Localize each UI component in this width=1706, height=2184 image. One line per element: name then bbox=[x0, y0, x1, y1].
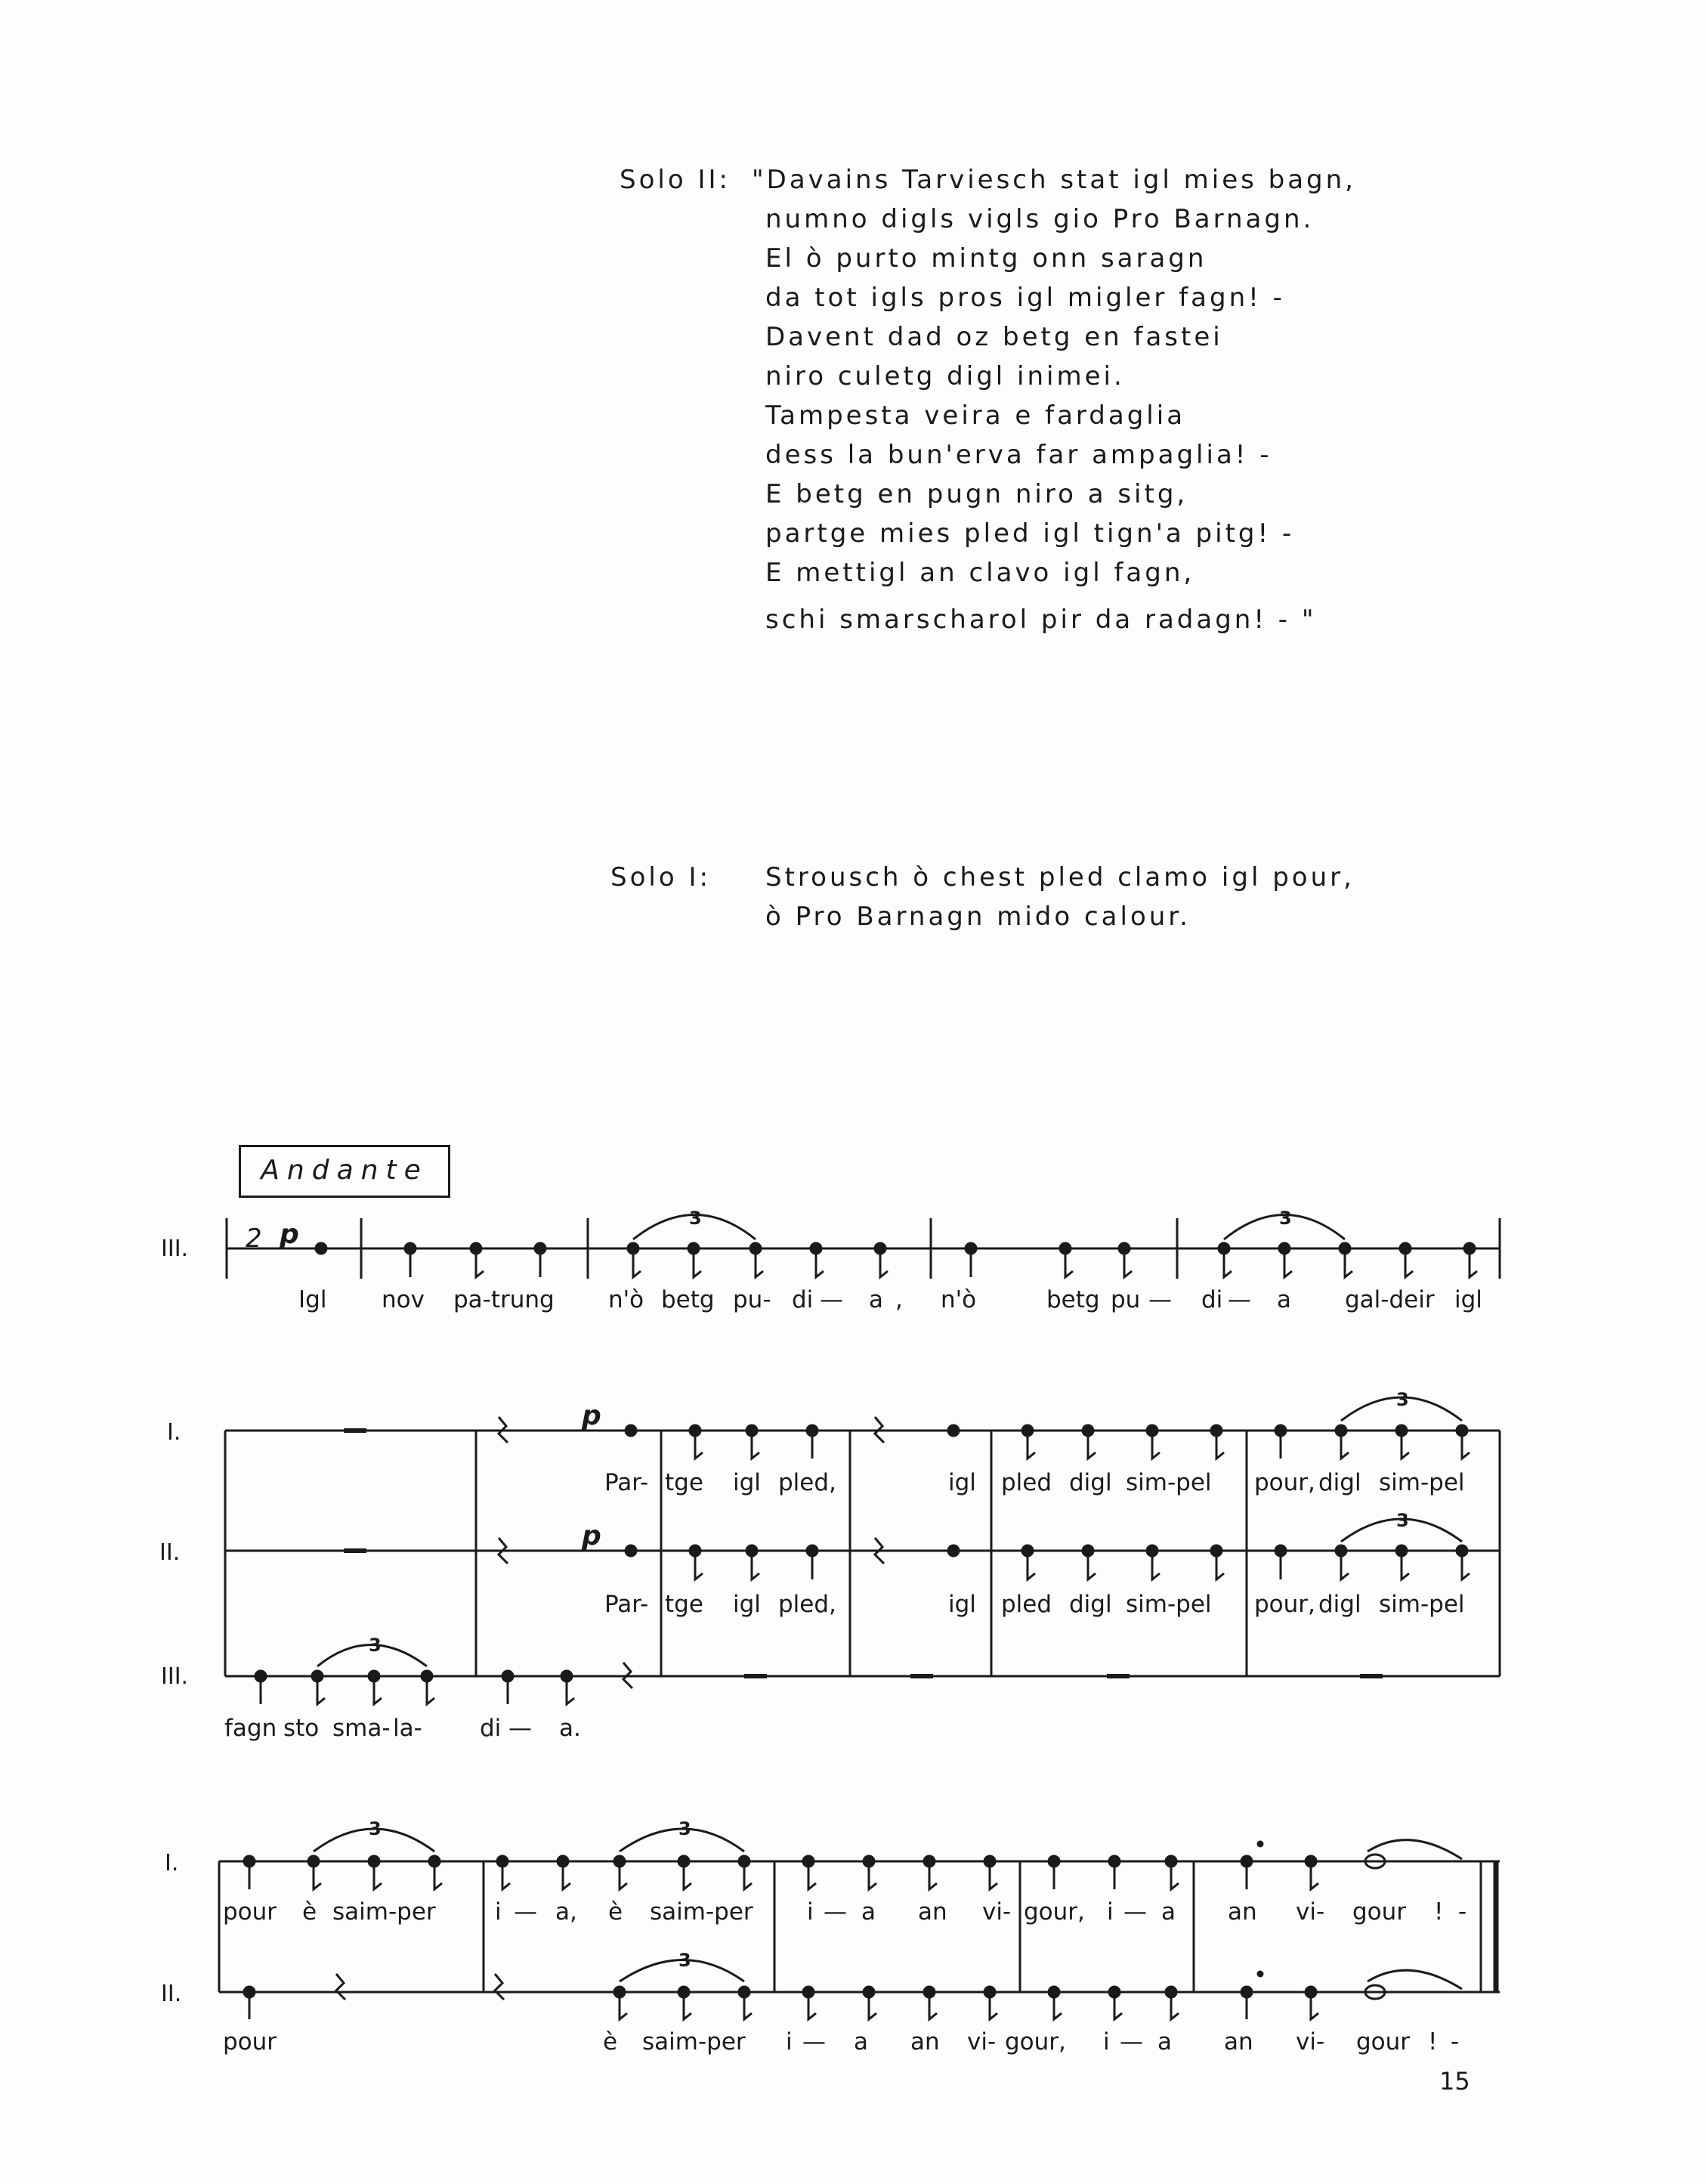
lyric-syllable: — bbox=[1123, 1898, 1147, 1926]
lyric-syllable: saim-per bbox=[650, 1898, 753, 1926]
lyric-syllable: sma- bbox=[332, 1715, 391, 1742]
lyric-syllable: è bbox=[603, 2028, 618, 2056]
lyric-syllable: pour, bbox=[1254, 1591, 1315, 1618]
lyric-syllable: - bbox=[1458, 1898, 1467, 1926]
verse-line: da tot igls pros igl migler fagn! - bbox=[765, 283, 1285, 313]
lyric-syllable: a bbox=[1277, 1286, 1291, 1313]
part-label: I. bbox=[165, 1850, 179, 1876]
lyric-syllable: Igl bbox=[298, 1286, 327, 1313]
lyric-syllable: pu bbox=[1111, 1286, 1141, 1313]
tuplet-number: 3 bbox=[1279, 1208, 1292, 1229]
lyric-syllable: gour, bbox=[1005, 2028, 1066, 2056]
lyric-syllable: gour, bbox=[1024, 1898, 1085, 1926]
lyric-syllable: ! bbox=[1434, 1898, 1444, 1926]
lyric-syllable: an bbox=[1224, 2028, 1253, 2056]
lyrics bbox=[223, 1286, 1482, 2056]
lyric-syllable: — bbox=[802, 2028, 826, 2056]
system-2 bbox=[225, 1397, 1500, 1688]
note bbox=[948, 1545, 959, 1556]
system-1-stems bbox=[410, 1248, 1477, 1277]
note bbox=[626, 1545, 636, 1556]
stem bbox=[410, 1248, 1477, 1277]
lyric-syllable: di bbox=[792, 1286, 814, 1313]
lyric-syllable: Par- bbox=[604, 1591, 649, 1618]
lyric-syllable: la- bbox=[393, 1715, 422, 1742]
tuplet-number: 3 bbox=[678, 1818, 691, 1839]
stem bbox=[261, 1676, 574, 1704]
lyric-syllable: — bbox=[508, 1715, 532, 1742]
stem bbox=[249, 1861, 1318, 1889]
lyric-syllable: tge bbox=[665, 1591, 703, 1618]
tuplet-number: 3 bbox=[1396, 1510, 1409, 1531]
lyric-syllable: nov bbox=[382, 1286, 425, 1313]
lyric-syllable: pled, bbox=[778, 1591, 836, 1618]
time-signature: 2 bbox=[246, 1223, 262, 1254]
lyric-syllable: di bbox=[480, 1715, 502, 1742]
stem bbox=[695, 1431, 1470, 1459]
verse-line: ò Pro Barnagn mido calour. bbox=[765, 902, 1191, 932]
tuplet-number: 3 bbox=[689, 1208, 702, 1229]
part-label: III. bbox=[161, 1663, 189, 1690]
lyric-syllable: Par- bbox=[604, 1469, 649, 1496]
lyric-syllable: gour bbox=[1356, 2028, 1411, 2056]
part-label: I. bbox=[167, 1419, 181, 1446]
lyric-syllable: digl bbox=[1318, 1591, 1361, 1618]
lyric-syllable: betg bbox=[1046, 1286, 1100, 1313]
lyric-syllable: pour bbox=[223, 1898, 277, 1926]
lyric-syllable: a bbox=[869, 1286, 883, 1313]
verse-line: E betg en pugn niro a sitg, bbox=[765, 479, 1188, 509]
lyric-syllable: — bbox=[824, 1898, 847, 1926]
lyric-syllable: sim-pel bbox=[1126, 1469, 1212, 1496]
lyric-syllable: an bbox=[918, 1898, 947, 1926]
solo-1-label: Solo I: bbox=[610, 862, 711, 892]
lyric-syllable: pled bbox=[1001, 1591, 1052, 1618]
lyric-syllable: pour bbox=[223, 2028, 277, 2056]
verse-line: dess la bun'erva far ampaglia! - bbox=[765, 440, 1272, 470]
lyric-syllable: - bbox=[1451, 2028, 1460, 2056]
tuplet-number: 3 bbox=[1396, 1389, 1409, 1410]
lyric-syllable: , bbox=[895, 1286, 903, 1313]
augmentation-dot bbox=[1258, 1842, 1263, 1846]
verse-line: Strousch ò chest pled clamo igl pour, bbox=[765, 862, 1355, 892]
lyric-syllable: vi- bbox=[1296, 1898, 1325, 1926]
tempo-marking: Andante bbox=[239, 1145, 450, 1198]
stem bbox=[249, 1992, 1318, 2019]
lyric-syllable: n'ò bbox=[608, 1286, 644, 1313]
part-label: III. bbox=[161, 1236, 189, 1262]
lyric-syllable: vi- bbox=[1296, 2028, 1325, 2056]
lyric-syllable: digl bbox=[1069, 1591, 1112, 1618]
lyric-syllable: igl bbox=[948, 1591, 976, 1618]
lyric-syllable: di bbox=[1201, 1286, 1223, 1313]
verse-line: partge mies pled igl tign'a pitg! - bbox=[765, 518, 1295, 549]
lyric-syllable: ! bbox=[1428, 2028, 1438, 2056]
part-label: II. bbox=[161, 1981, 182, 2007]
lyric-syllable: sim-pel bbox=[1126, 1591, 1212, 1618]
solo-2-label: Solo II: bbox=[620, 165, 731, 195]
lyric-syllable: sim-pel bbox=[1379, 1469, 1465, 1496]
lyric-syllable: digl bbox=[1318, 1469, 1361, 1496]
lyric-syllable: a. bbox=[559, 1715, 581, 1742]
lyric-syllable: i bbox=[1107, 1898, 1114, 1926]
lyric-syllable: sto bbox=[283, 1715, 320, 1742]
lyric-syllable: saim-per bbox=[332, 1898, 436, 1926]
lyric-syllable: a bbox=[1157, 2028, 1172, 2056]
lyric-syllable: saim-per bbox=[642, 2028, 746, 2056]
stem bbox=[695, 1551, 1470, 1579]
verse-line: schi smarscharol pir da radagn! - " bbox=[765, 605, 1317, 635]
system-2-notes bbox=[255, 1425, 1467, 1681]
lyric-syllable: vi- bbox=[967, 2028, 997, 2056]
lyric-syllable: pour, bbox=[1254, 1469, 1315, 1496]
lyric-syllable: igl bbox=[733, 1469, 761, 1496]
verse-line: E mettigl an clavo igl fagn, bbox=[765, 558, 1195, 588]
verse-line: Davent dad oz betg en fastei bbox=[765, 322, 1223, 352]
verse-line: niro culetg digl inimei. bbox=[765, 361, 1125, 391]
lyric-syllable: a, bbox=[555, 1898, 577, 1926]
lyric-syllable: i bbox=[495, 1898, 502, 1926]
lyric-syllable: i bbox=[807, 1898, 814, 1926]
lyric-syllable: a bbox=[1161, 1898, 1176, 1926]
lyric-syllable: i bbox=[786, 2028, 793, 2056]
augmentation-dot bbox=[1258, 1972, 1263, 1976]
lyric-syllable: a bbox=[861, 1898, 876, 1926]
note bbox=[316, 1243, 326, 1254]
quarter-rest bbox=[336, 1974, 504, 2000]
lyric-syllable: betg bbox=[661, 1286, 715, 1313]
lyric-syllable: — bbox=[820, 1286, 843, 1313]
lyric-syllable: igl bbox=[948, 1469, 976, 1496]
lyric-syllable: igl bbox=[733, 1591, 761, 1618]
verse-line: "Davains Tarviesch stat igl mies bagn, bbox=[752, 165, 1356, 195]
tuplet-number: 3 bbox=[369, 1818, 382, 1839]
lyric-syllable: — bbox=[1228, 1286, 1251, 1313]
lyric-syllable: pa-trung bbox=[453, 1286, 555, 1313]
lyric-syllable: gour bbox=[1352, 1898, 1407, 1926]
tuplet-number: 3 bbox=[678, 1950, 691, 1971]
lyric-syllable: pled bbox=[1001, 1469, 1052, 1496]
lyric-syllable: vi- bbox=[982, 1898, 1012, 1926]
lyric-syllable: igl bbox=[1454, 1286, 1482, 1313]
lyric-syllable: i bbox=[1103, 2028, 1110, 2056]
lyric-syllable: gal-deir bbox=[1345, 1286, 1435, 1313]
note bbox=[948, 1425, 959, 1436]
note bbox=[626, 1425, 636, 1436]
part-label: II. bbox=[159, 1539, 181, 1566]
tuplet-number: 3 bbox=[369, 1635, 382, 1656]
system-3-notes bbox=[244, 1856, 1316, 1997]
lyric-syllable: — bbox=[514, 1898, 537, 1926]
page-number: 15 bbox=[1439, 2067, 1470, 2096]
lyric-syllable: è bbox=[608, 1898, 623, 1926]
lyric-syllable: pled, bbox=[778, 1469, 836, 1496]
lyric-syllable: — bbox=[1148, 1286, 1172, 1313]
system-3-stems bbox=[249, 1861, 1318, 2019]
lyric-syllable: fagn bbox=[224, 1715, 277, 1742]
verse-line: Tampesta veira e fardaglia bbox=[765, 401, 1186, 431]
dynamic-marking: p bbox=[280, 1219, 299, 1250]
dynamic-marking: p bbox=[582, 1520, 601, 1551]
lyric-syllable: — bbox=[1120, 2028, 1143, 2056]
lyric-syllable: a bbox=[854, 2028, 868, 2056]
lyric-syllable: n'ò bbox=[941, 1286, 977, 1313]
verse-line: El ò purto mintg onn saragn bbox=[765, 243, 1207, 274]
lyric-syllable: sim-pel bbox=[1379, 1591, 1465, 1618]
lyric-syllable: an bbox=[1228, 1898, 1257, 1926]
system-1 bbox=[227, 1215, 1500, 1279]
lyric-syllable: pu- bbox=[733, 1286, 771, 1313]
verse-line: numno digls vigls gio Pro Barnagn. bbox=[765, 204, 1315, 234]
lyric-syllable: digl bbox=[1069, 1469, 1112, 1496]
lyric-syllable: è bbox=[302, 1898, 317, 1926]
dynamic-marking: p bbox=[582, 1400, 601, 1431]
lyric-syllable: an bbox=[910, 2028, 940, 2056]
lyric-syllable: tge bbox=[665, 1469, 703, 1496]
